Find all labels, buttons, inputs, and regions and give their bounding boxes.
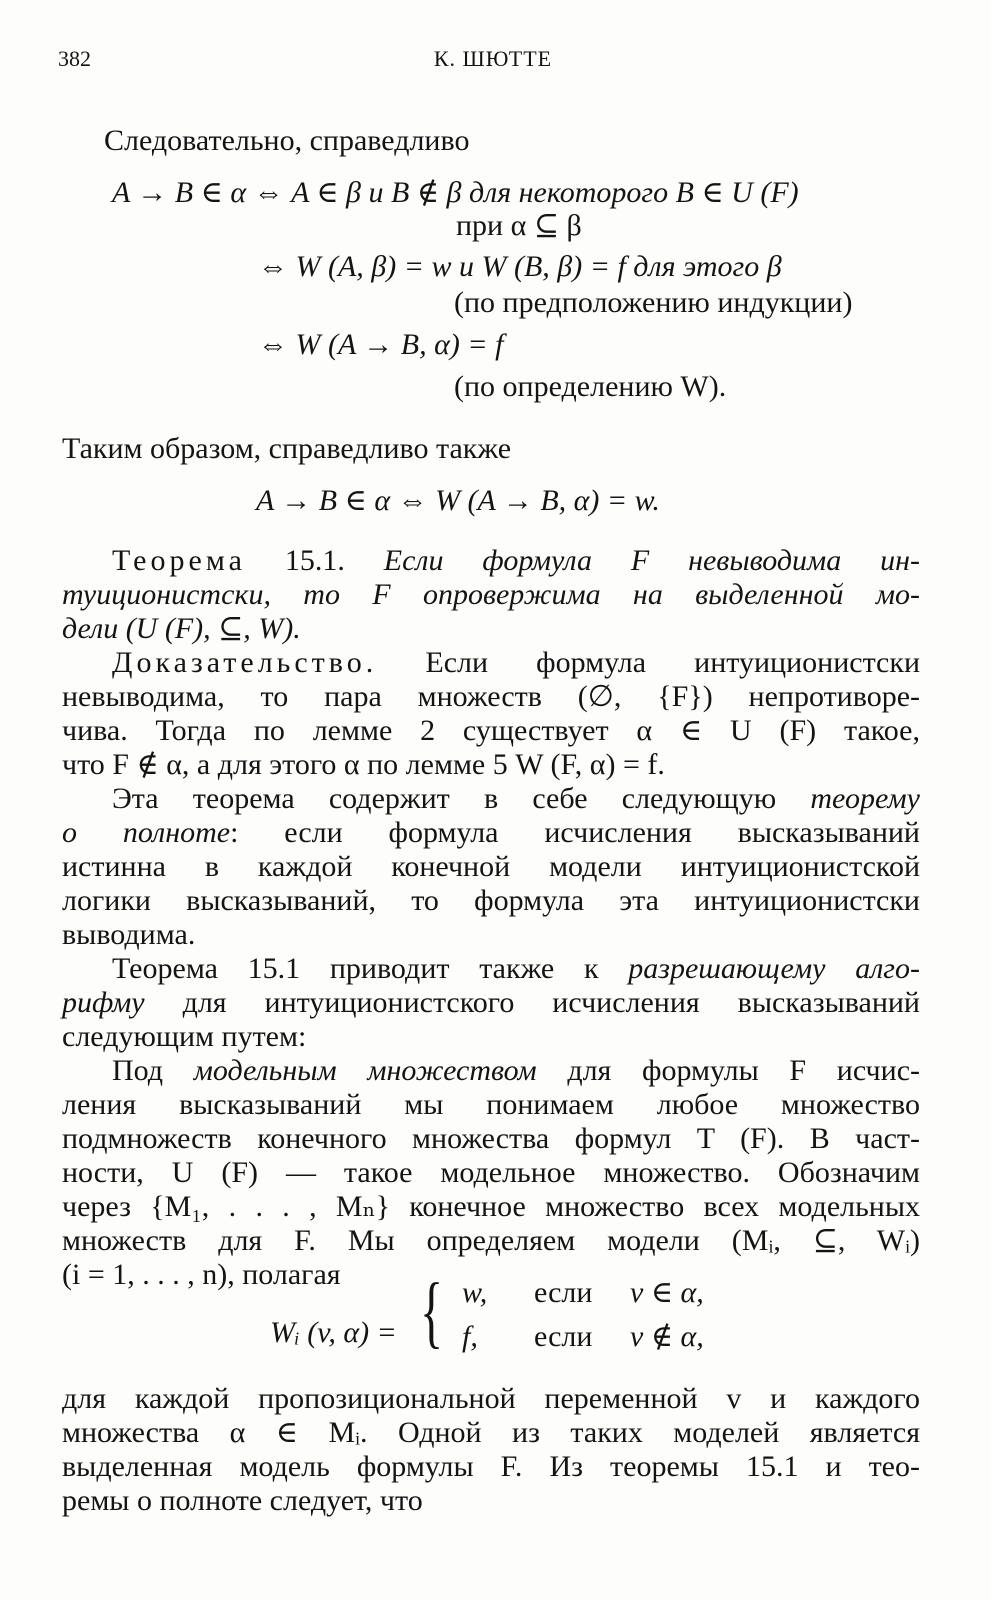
formula-line: A → B ∈ α ⇔ W (A → B, α) = w. bbox=[256, 484, 660, 517]
text-line: (i = 1, . . . , n), полагая bbox=[62, 1258, 341, 1291]
text-span: для формулы F исчис- bbox=[536, 1054, 920, 1087]
text-italic: рифму bbox=[62, 986, 145, 1019]
text-line: выделенная модель формулы F. Из теоремы 15.1 и тео- bbox=[62, 1450, 920, 1483]
text-line bbox=[62, 782, 920, 816]
theorem-text: туиционистски, то F опровержима на выделенной мо- bbox=[62, 578, 920, 611]
formula-lhs: Wᵢ (v, α) = bbox=[270, 1316, 397, 1349]
proof-line: невыводима, то пара множеств (∅, {F}) непротиворе- bbox=[62, 680, 920, 713]
formula-case-value: w, bbox=[462, 1276, 488, 1309]
theorem-text: Если формула F невыводима ин- bbox=[383, 544, 921, 577]
text-line: подмножеств конечного множества формул T (F). В част- bbox=[62, 1122, 920, 1155]
text-italic: теорему bbox=[810, 782, 920, 815]
formula-case-word: если bbox=[534, 1320, 593, 1353]
text-line: ности, U (F) — такое модельное множество. Обозначим bbox=[62, 1156, 920, 1189]
text-line bbox=[62, 1054, 920, 1088]
text-span: для интуиционистского исчисления высказываний bbox=[144, 986, 920, 1019]
text-span: : если формула исчисления высказываний bbox=[230, 816, 920, 849]
text-line: ремы о полноте следует, что bbox=[62, 1484, 423, 1517]
formula-line: ⇔ W (A, β) = w и W (B, β) = f для этого β bbox=[258, 250, 782, 283]
running-title: К. ШЮТТЕ bbox=[433, 46, 553, 71]
formula-line: ⇔ W (A → B, α) = f bbox=[258, 328, 504, 361]
theorem-heading: Теорема bbox=[112, 544, 246, 577]
text-italic: модельным множеством bbox=[193, 1054, 537, 1087]
page-number: 382 bbox=[58, 46, 91, 71]
text-span: Под bbox=[112, 1054, 194, 1087]
proof-heading: Доказательство. bbox=[112, 646, 378, 679]
text-span: Теорема 15.1 приводит также к bbox=[112, 952, 629, 985]
text-span: Эта теорема содержит в себе следующую bbox=[112, 782, 811, 815]
formula-line: при α ⊆ β bbox=[456, 209, 582, 242]
text-line: множества α ∈ Mᵢ. Одной из таких моделей является bbox=[62, 1416, 920, 1449]
text-line: Следовательно, справедливо bbox=[104, 124, 470, 157]
text-line: истинна в каждой конечной модели интуиционистской bbox=[62, 850, 920, 883]
text-line: выводима. bbox=[62, 918, 196, 951]
formula-case-condition: v ∉ α, bbox=[630, 1320, 704, 1353]
text-line: логики высказываний, то формула эта интуиционистски bbox=[62, 884, 920, 917]
formula-line: A → B ∈ α ⇔ A ∈ β и B ∉ β для некоторого B ∈ U (F) bbox=[112, 176, 799, 209]
text-line: множеств для F. Мы определяем модели (Mᵢ, ⊆, Wᵢ) bbox=[62, 1224, 920, 1257]
formula-note: (по определению W). bbox=[454, 370, 727, 403]
page-header bbox=[58, 46, 928, 78]
theorem-number: 15.1. bbox=[245, 544, 384, 577]
text-line: для каждой пропозициональной переменной v и каждого bbox=[62, 1382, 920, 1415]
text-line bbox=[62, 816, 920, 850]
text-line: ления высказываний мы понимаем любое множество bbox=[62, 1088, 920, 1121]
proof-line bbox=[62, 646, 920, 680]
text-line bbox=[62, 986, 920, 1020]
formula-case-word: если bbox=[534, 1276, 593, 1309]
formula-case-condition: v ∈ α, bbox=[630, 1276, 704, 1309]
curly-brace: { bbox=[420, 1268, 444, 1356]
text-italic: о полноте bbox=[62, 816, 231, 849]
theorem-statement bbox=[62, 544, 920, 578]
formula-note: (по предположению индукции) bbox=[454, 286, 853, 319]
text-line: через {M₁, . . . , Mₙ} конечное множество всех модельных bbox=[62, 1190, 920, 1223]
proof-text: Если формула интуиционистски bbox=[377, 646, 920, 679]
text-line: следующим путем: bbox=[62, 1020, 307, 1053]
text-italic: разрешающему алго- bbox=[628, 952, 920, 985]
formula-case-value: f, bbox=[462, 1320, 478, 1353]
text-line: Таким образом, справедливо также bbox=[62, 432, 512, 465]
text-line bbox=[62, 952, 920, 986]
proof-line: что F ∉ α, а для этого α по лемме 5 W (F, α) = f. bbox=[62, 748, 665, 781]
theorem-text: дели (U (F), ⊆, W). bbox=[62, 612, 301, 645]
proof-line: чива. Тогда по лемме 2 существует α ∈ U (F) такое, bbox=[62, 714, 920, 747]
